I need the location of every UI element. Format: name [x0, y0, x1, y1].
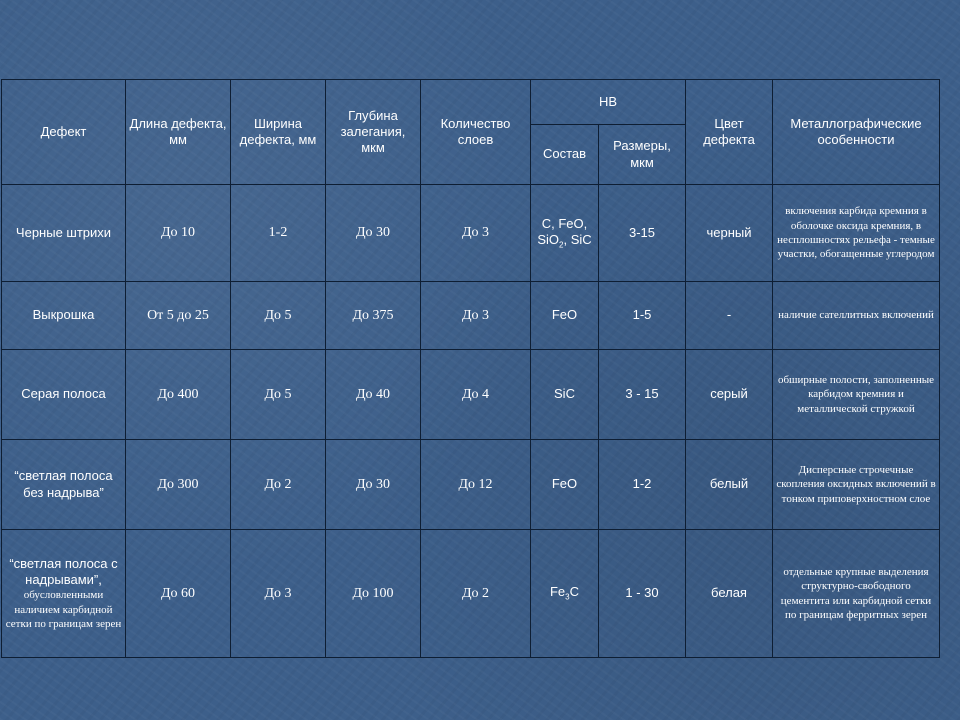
- defect-composition: FeO: [531, 282, 599, 350]
- composition-pre: C, FeO, SiO: [537, 215, 588, 247]
- defect-color: серый: [686, 350, 773, 440]
- defect-width: До 5: [231, 350, 326, 440]
- table-row: [2, 530, 940, 658]
- defect-sizes: 1 - 30: [599, 530, 686, 658]
- header-defect: Дефект: [2, 80, 126, 185]
- composition-post: C: [569, 584, 579, 600]
- defect-composition: FeO: [531, 440, 599, 530]
- defect-name-main: “светлая полоса с надрывами”,: [9, 555, 118, 588]
- defect-length: До 60: [126, 530, 231, 658]
- defects-table: [1, 79, 940, 658]
- defect-color: -: [686, 282, 773, 350]
- defect-composition: [531, 530, 599, 658]
- defect-layers: До 3: [421, 185, 531, 282]
- defect-length: До 400: [126, 350, 231, 440]
- defect-sizes: 3 - 15: [599, 350, 686, 440]
- header-sizes: Размеры, мкм: [599, 125, 686, 185]
- defect-note: наличие сателлитных включений: [773, 282, 940, 350]
- defect-name: Выкрошка: [2, 282, 126, 350]
- composition-pre: Fe: [549, 584, 566, 600]
- defect-name: Черные штрихи: [2, 185, 126, 282]
- defect-layers: До 4: [421, 350, 531, 440]
- composition-sub: 2: [559, 240, 564, 250]
- defect-color: белый: [686, 440, 773, 530]
- defect-width: До 2: [231, 440, 326, 530]
- defect-note: отдельные крупные выделения структурно-свободного цементита или карбидной сетки по границам ферритных зерен: [773, 530, 940, 658]
- table-row: [2, 350, 940, 440]
- header-depth: Глубина залегания, мкм: [326, 80, 421, 185]
- defect-sizes: 3-15: [599, 185, 686, 282]
- defect-note: обширные полости, заполненные карбидом кремния и металлической стружкой: [773, 350, 940, 440]
- header-metallography: Металлографические особенности: [773, 80, 940, 185]
- header-length: Длина дефекта, мм: [126, 80, 231, 185]
- header-hb: НВ: [531, 80, 686, 125]
- table-row: [2, 185, 940, 282]
- defect-depth: До 30: [326, 440, 421, 530]
- header-row: [2, 80, 940, 125]
- composition-post: , SiC: [563, 231, 592, 247]
- defect-length: До 300: [126, 440, 231, 530]
- defect-depth: До 100: [326, 530, 421, 658]
- defect-composition: SiC: [531, 350, 599, 440]
- header-color: Цвет дефекта: [686, 80, 773, 185]
- defect-name-note: обусловленными наличием карбидной сетки по границам зерен: [5, 589, 122, 630]
- defect-name: “светлая полоса без надрыва”: [2, 440, 126, 530]
- defect-name: [2, 530, 126, 658]
- defect-layers: До 2: [421, 530, 531, 658]
- defect-sizes: 1-2: [599, 440, 686, 530]
- defect-name: Серая полоса: [2, 350, 126, 440]
- defect-note: включения карбида кремния в оболочке оксида кремния, в несплошностях рельефа - темные участки, обогащенные углеродом: [773, 185, 940, 282]
- header-layers: Количество слоев: [421, 80, 531, 185]
- defect-width: До 3: [231, 530, 326, 658]
- composition-sub: 3: [565, 592, 570, 602]
- defect-width: До 5: [231, 282, 326, 350]
- defect-depth: До 40: [326, 350, 421, 440]
- defect-width: 1-2: [231, 185, 326, 282]
- header-composition: Состав: [531, 125, 599, 185]
- table-row: [2, 282, 940, 350]
- defect-depth: До 375: [326, 282, 421, 350]
- table-row: [2, 440, 940, 530]
- defect-color: белая: [686, 530, 773, 658]
- defect-sizes: 1-5: [599, 282, 686, 350]
- defect-note: Дисперсные строчечные скопления оксидных включений в тонком приповерхностном слое: [773, 440, 940, 530]
- header-width: Ширина дефекта, мм: [231, 80, 326, 185]
- defect-depth: До 30: [326, 185, 421, 282]
- defect-layers: До 3: [421, 282, 531, 350]
- defect-length: До 10: [126, 185, 231, 282]
- defect-length: От 5 до 25: [126, 282, 231, 350]
- defect-color: черный: [686, 185, 773, 282]
- defect-composition: [531, 185, 599, 282]
- defect-layers: До 12: [421, 440, 531, 530]
